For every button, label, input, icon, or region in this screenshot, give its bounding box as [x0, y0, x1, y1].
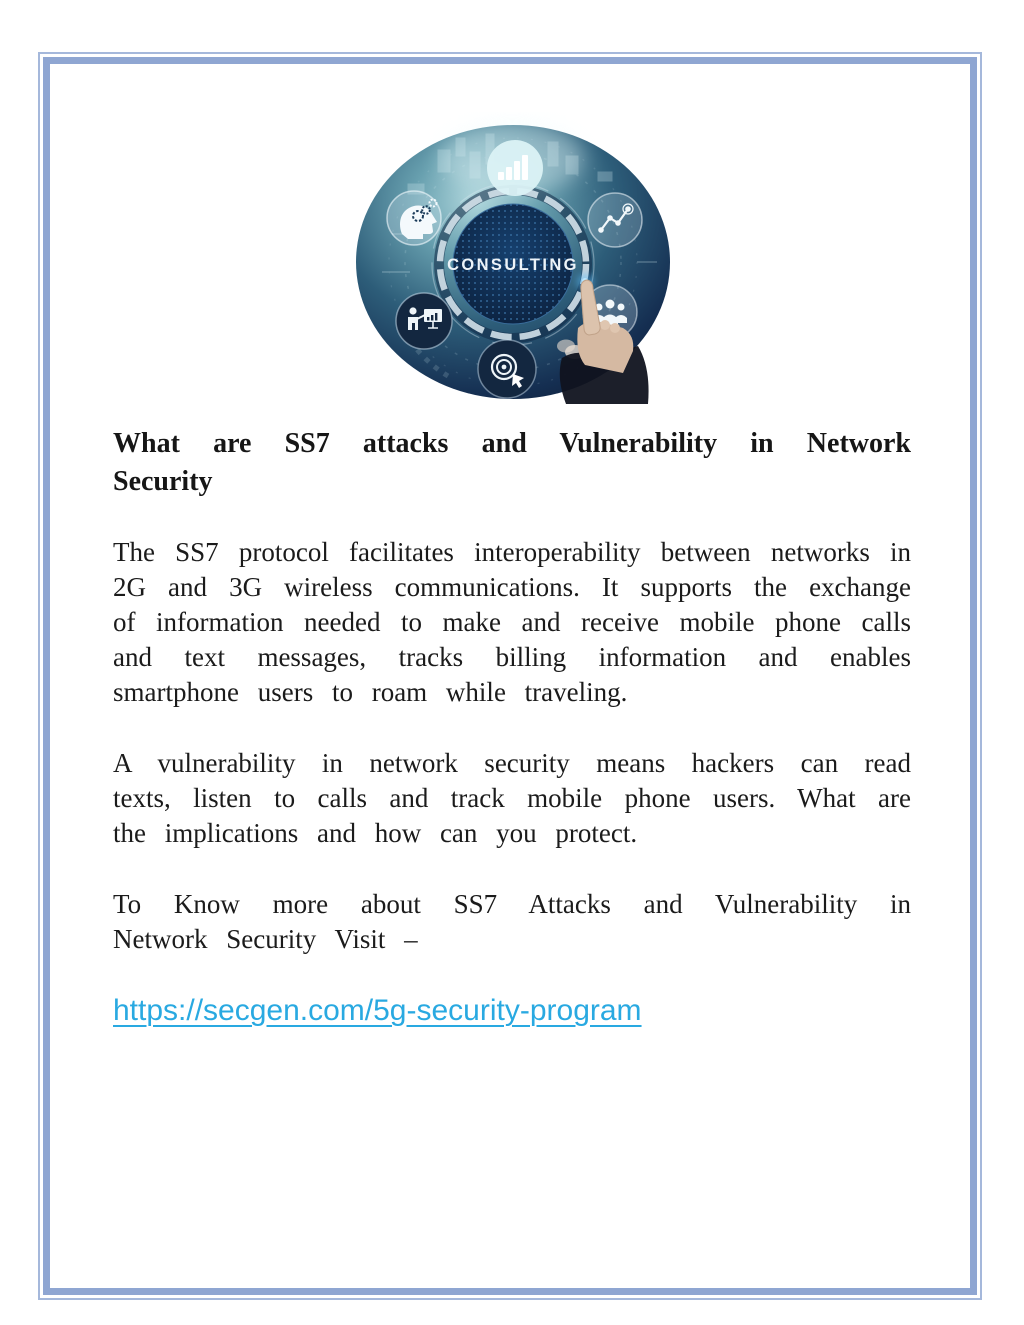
target-icon [478, 340, 536, 398]
secgen-program-link[interactable]: https://secgen.com/5g-security-program [113, 994, 642, 1027]
consulting-hero-image [352, 112, 672, 404]
head-gears-icon [387, 191, 441, 245]
paragraph-vulnerability: A vulnerability in network security means hackers can read texts, listen to calls and track mobile phone users. What are the implications and how can you protect. [113, 748, 911, 848]
page-border-outer [38, 52, 982, 1300]
hero-image-container [113, 112, 911, 409]
hero-center-label: CONSULTING [447, 256, 579, 274]
page-title: What are SS7 attacks and Vulnerability in Network Security [113, 428, 911, 497]
presentation-icon [396, 293, 452, 349]
paragraph-know-more: To Know more about SS7 Attacks and Vulnerability in Network Security Visit – [113, 889, 911, 954]
paragraph-ss7-protocol: The SS7 protocol facilitates interoperability between networks in 2G and 3G wireless communications. It supports the exchange of information needed to make and receive mobile phone calls and text messages, tracks billing information and enables smartphone users to roam while traveling. [113, 537, 911, 707]
line-graph-icon [588, 193, 642, 247]
bar-chart-icon [487, 140, 543, 196]
page-border-inner [43, 57, 977, 1295]
document-content [50, 112, 970, 1029]
